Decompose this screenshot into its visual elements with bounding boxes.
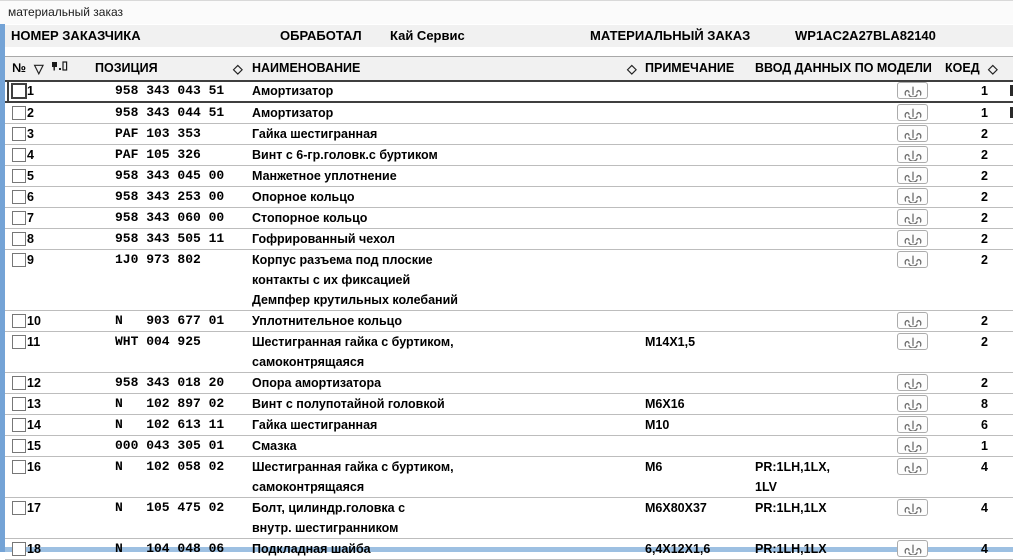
row-checkbox[interactable] (12, 148, 26, 162)
material-order-label: МАТЕРИАЛЬНЫЙ ЗАКАЗ (590, 28, 751, 43)
hoist-button[interactable] (897, 82, 928, 99)
part-name: Гайка шестигранная (252, 418, 378, 432)
part-note: 6,4X12X1,6 (645, 542, 711, 556)
table-row (5, 436, 1013, 457)
table-row (5, 415, 1013, 436)
row-checkbox[interactable] (12, 335, 26, 349)
row-number: 11 (27, 335, 41, 349)
table-column-header (5, 56, 1013, 82)
hoist-icon (902, 419, 924, 431)
part-note: M6 (645, 460, 663, 474)
row-number: 13 (27, 397, 41, 411)
hoist-icon (902, 461, 924, 473)
sort-diamond-icon[interactable]: ◇ (988, 62, 998, 76)
row-checkbox[interactable] (12, 314, 26, 328)
processed-by-value: Кай Сервис (390, 28, 465, 43)
quantity: 2 (981, 232, 988, 246)
hoist-icon (902, 85, 924, 97)
hoist-icon (902, 398, 924, 410)
row-checkbox[interactable] (12, 127, 26, 141)
row-number: 4 (27, 148, 34, 162)
part-number: 1J0 973 802 (115, 252, 201, 267)
row-checkbox[interactable] (12, 169, 26, 183)
part-name: Амортизатор (252, 84, 334, 98)
row-number: 10 (27, 314, 41, 328)
row-number: 1 (27, 84, 34, 98)
part-number: N 104 048 06 (115, 541, 225, 556)
row-checkbox[interactable] (12, 232, 26, 246)
hoist-icon (902, 543, 924, 555)
quantity: 2 (981, 148, 988, 162)
column-header-name[interactable]: НАИМЕНОВАНИЕ (252, 61, 361, 75)
table-row (5, 124, 1013, 145)
table-row (5, 457, 1013, 498)
hoist-button[interactable] (897, 540, 928, 557)
part-name: Болт, цилиндр.головка с внутр. шестигранником (252, 501, 406, 535)
hoist-icon (902, 440, 924, 452)
row-checkbox[interactable] (12, 397, 26, 411)
part-name: Стопорное кольцо (252, 211, 368, 225)
part-name: Шестигранная гайка с буртиком, самоконтрящаяся (252, 460, 454, 494)
hoist-button[interactable] (897, 146, 928, 163)
hoist-button[interactable] (897, 230, 928, 247)
column-header-quantity[interactable]: КОЕД (945, 61, 980, 75)
column-header-model-data[interactable]: ВВОД ДАННЫХ ПО МОДЕЛИ (755, 61, 932, 75)
hoist-icon (902, 502, 924, 514)
hoist-icon (902, 336, 924, 348)
row-checkbox[interactable] (12, 460, 26, 474)
quantity: 2 (981, 253, 988, 267)
part-note: M6X80X37 (645, 501, 707, 515)
quantity: 2 (981, 190, 988, 204)
customer-number-label: НОМЕР ЗАКАЗЧИКА (11, 28, 141, 43)
part-number: 958 343 045 00 (115, 168, 225, 183)
part-number: 958 343 043 51 (115, 83, 225, 98)
position-glyph-icon (51, 61, 68, 75)
table-row (5, 498, 1013, 539)
table-row (5, 103, 1013, 124)
row-number: 6 (27, 190, 34, 204)
part-number: 958 343 253 00 (115, 189, 225, 204)
part-number: PAF 103 353 (115, 126, 201, 141)
part-number: 958 343 044 51 (115, 105, 225, 120)
model-data: PR:1LH,1LX (755, 542, 827, 556)
row-checkbox[interactable] (12, 542, 26, 556)
quantity: 6 (981, 418, 988, 432)
part-number: 000 043 305 01 (115, 438, 225, 453)
hoist-icon (902, 233, 924, 245)
row-checkbox[interactable] (12, 376, 26, 390)
quantity: 4 (981, 460, 988, 474)
row-checkbox[interactable] (12, 211, 26, 225)
vin-value: WP1AC2A27BLA82140 (795, 28, 936, 43)
hoist-button[interactable] (897, 437, 928, 454)
hoist-button[interactable] (897, 312, 928, 329)
hoist-button[interactable] (897, 188, 928, 205)
hoist-button[interactable] (897, 374, 928, 391)
hoist-button[interactable] (897, 416, 928, 433)
hoist-icon (902, 128, 924, 140)
quantity: 4 (981, 542, 988, 556)
processed-by-label: ОБРАБОТАЛ (280, 28, 362, 43)
row-number: 17 (27, 501, 41, 515)
part-name: Манжетное уплотнение (252, 169, 397, 183)
hoist-icon (902, 149, 924, 161)
part-note: M10 (645, 418, 670, 432)
row-number: 8 (27, 232, 34, 246)
table-row (5, 332, 1013, 373)
row-number: 9 (27, 253, 34, 267)
quantity: 1 (981, 106, 988, 120)
hoist-button[interactable] (897, 125, 928, 142)
table-row (5, 166, 1013, 187)
sort-diamond-icon[interactable]: ◇ (627, 62, 637, 76)
part-number: N 102 613 11 (115, 417, 225, 432)
quantity: 2 (981, 169, 988, 183)
quantity: 2 (981, 127, 988, 141)
row-number: 3 (27, 127, 34, 141)
window-titlebar (0, 1, 1013, 24)
part-name: Гофрированный чехол (252, 232, 395, 246)
sort-diamond-icon[interactable]: ◇ (233, 62, 243, 76)
quantity: 4 (981, 501, 988, 515)
hoist-icon (902, 170, 924, 182)
hoist-button[interactable] (897, 458, 928, 475)
part-name: Уплотнительное кольцо (252, 314, 402, 328)
part-name: Опорное кольцо (252, 190, 355, 204)
hoist-button[interactable] (897, 333, 928, 350)
order-table-body (5, 81, 1013, 560)
hoist-icon (902, 254, 924, 266)
table-row (5, 373, 1013, 394)
row-checkbox[interactable] (12, 106, 26, 120)
table-row (5, 208, 1013, 229)
hoist-button[interactable] (897, 167, 928, 184)
quantity: 1 (981, 439, 988, 453)
row-number: 14 (27, 418, 41, 432)
part-number: 958 343 505 11 (115, 231, 225, 246)
part-number: N 102 897 02 (115, 396, 225, 411)
part-name: Опора амортизатора (252, 376, 382, 390)
table-row (5, 394, 1013, 415)
hoist-button[interactable] (897, 251, 928, 268)
part-name: Амортизатор (252, 106, 334, 120)
part-name: Смазка (252, 439, 297, 453)
row-number: 7 (27, 211, 34, 225)
part-number: 958 343 018 20 (115, 375, 225, 390)
quantity: 2 (981, 335, 988, 349)
hoist-button[interactable] (897, 104, 928, 121)
hoist-button[interactable] (897, 209, 928, 226)
table-row (5, 539, 1013, 560)
column-header-position[interactable]: ПОЗИЦИЯ (95, 61, 158, 75)
row-checkbox[interactable] (12, 190, 26, 204)
model-data: PR:1LH,1LX, 1LV (755, 460, 831, 494)
part-number: WHT 004 925 (115, 334, 201, 349)
window-title: материальный заказ (8, 5, 124, 19)
table-row (5, 187, 1013, 208)
column-header-number[interactable]: № (12, 61, 26, 75)
hoist-button[interactable] (897, 395, 928, 412)
row-number: 12 (27, 376, 41, 390)
hoist-button[interactable] (897, 499, 928, 516)
part-number: PAF 105 326 (115, 147, 201, 162)
row-checkbox[interactable] (12, 253, 26, 267)
sort-descending-icon[interactable]: ▽ (34, 62, 44, 76)
part-name: Шестигранная гайка с буртиком, самоконтрящаяся (252, 335, 454, 369)
table-row (5, 250, 1013, 311)
table-row (5, 311, 1013, 332)
row-number: 2 (27, 106, 34, 120)
quantity: 1 (981, 84, 988, 98)
row-checkbox[interactable] (12, 439, 26, 453)
part-note: M14X1,5 (645, 335, 696, 349)
hoist-icon (902, 107, 924, 119)
column-header-note[interactable]: ПРИМЕЧАНИЕ (645, 61, 735, 75)
row-number: 16 (27, 460, 41, 474)
part-name: Подкладная шайба (252, 542, 371, 556)
table-row (5, 145, 1013, 166)
part-number: N 903 677 01 (115, 313, 225, 328)
part-name: Винт с полупотайной головкой (252, 397, 445, 411)
part-number: N 102 058 02 (115, 459, 225, 474)
part-number: 958 343 060 00 (115, 210, 225, 225)
part-number: N 105 475 02 (115, 500, 225, 515)
order-header-band (5, 25, 1013, 47)
row-checkbox[interactable] (11, 83, 27, 99)
quantity: 2 (981, 211, 988, 225)
quantity: 2 (981, 376, 988, 390)
hoist-icon (902, 315, 924, 327)
hoist-icon (902, 191, 924, 203)
table-row (5, 81, 1013, 103)
row-checkbox[interactable] (12, 418, 26, 432)
table-row (5, 229, 1013, 250)
row-number: 5 (27, 169, 34, 183)
quantity: 2 (981, 314, 988, 328)
part-name: Корпус разъема под плоские контакты с их фиксацией Демпфер крутильных колебаний (252, 253, 458, 307)
row-checkbox[interactable] (12, 501, 26, 515)
row-number: 15 (27, 439, 41, 453)
row-number: 18 (27, 542, 41, 556)
hoist-icon (902, 212, 924, 224)
part-name: Винт с 6-гр.головк.с буртиком (252, 148, 438, 162)
model-data: PR:1LH,1LX (755, 501, 827, 515)
part-name: Гайка шестигранная (252, 127, 378, 141)
quantity: 8 (981, 397, 988, 411)
part-note: M6X16 (645, 397, 685, 411)
hoist-icon (902, 377, 924, 389)
